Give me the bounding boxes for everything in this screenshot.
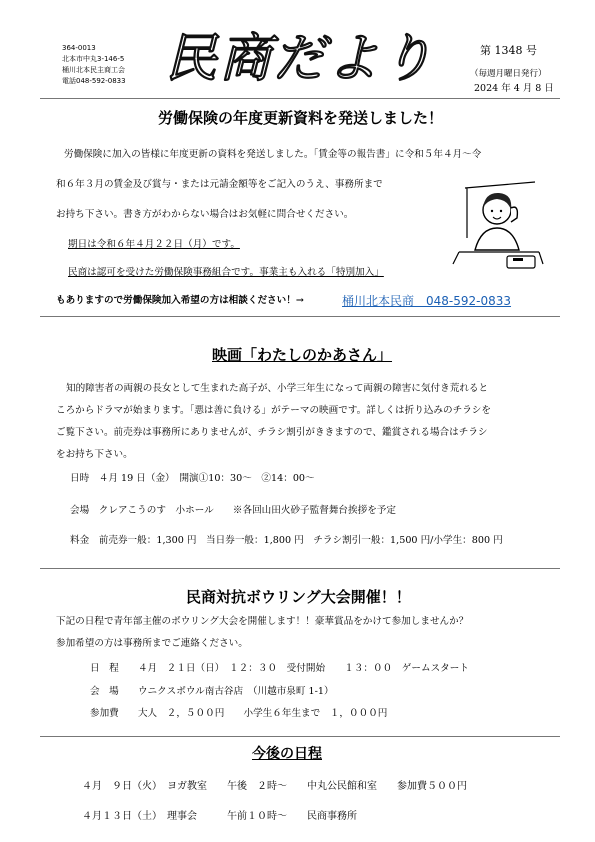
address-line: 桶川北本民主商工会 bbox=[62, 66, 125, 74]
divider bbox=[40, 568, 560, 569]
bowling-venue: 会 場 ウニクスボウル南古谷店 （川越市泉町 1-1） bbox=[90, 686, 334, 697]
paragraph: お持ち下さい。書き方がわからない場合はお気軽に問合せください。 bbox=[56, 209, 354, 220]
section-title-movie: 映画「わたしのかあさん」 bbox=[212, 346, 393, 364]
masthead-title bbox=[150, 24, 450, 88]
bowling-date: 日 程 ４月 ２１日（日） １２：３０ 受付開始 １３：００ ゲームスタート bbox=[90, 663, 469, 674]
address-line: 364-0013 bbox=[62, 44, 96, 52]
paragraph: 参加希望の方は事務所までご連絡ください。 bbox=[56, 638, 248, 649]
movie-venue: 会場 クレアこうのす 小ホール ※各回山田火砂子監督舞台挨拶を予定 bbox=[70, 505, 396, 516]
paragraph: 知的障害者の両親の長女として生まれた高子が、小学三年生になって両親の障害に気付き荒れると bbox=[66, 383, 489, 394]
divider bbox=[40, 316, 560, 317]
issue-date: 2024 年 4 月 8 日 bbox=[474, 83, 554, 94]
schedule-row: ４月 ９日（火） ヨガ教室 午後 ２時～ 中丸公民館和室 参加費５００円 bbox=[82, 781, 467, 792]
phone-operator-illustration bbox=[445, 178, 545, 278]
section-title-bowling: 民商対抗ボウリング大会開催！！ bbox=[186, 588, 411, 606]
schedule-row: ４月１３日（土） 理事会 午前１０時～ 民商事務所 bbox=[82, 811, 357, 822]
paragraph: 下記の日程で青年部主催のボウリング大会を開催します！！豪華賞品をかけて参加しませんか？ bbox=[56, 616, 469, 627]
divider bbox=[40, 736, 560, 737]
deadline-note: 期日は令和６年４月２２日（月）です。 bbox=[68, 239, 240, 250]
paragraph: をお持ち下さい。 bbox=[56, 449, 133, 460]
divider bbox=[40, 98, 560, 99]
section-title-labor-insurance: 労働保険の年度更新資料を発送しました！ bbox=[158, 109, 444, 127]
bowling-fee: 参加費 大人 ２，５００円 小学生６年生まで １，０００円 bbox=[90, 708, 388, 719]
union-note-cont: もありますので労働保険加入希望の方は相談ください！→ bbox=[56, 295, 304, 306]
paragraph: ころからドラマが始まります。「悪は善に負ける」がテーマの映画です。詳しくは折り込みのチラシを bbox=[56, 405, 491, 416]
paragraph: 労働保険に加入の皆様に年度更新の資料を発送しました。「賃金等の報告書」に令和５年４月～令 bbox=[64, 149, 482, 160]
section-title-schedule: 今後の日程 bbox=[252, 746, 322, 762]
movie-fee: 料金 前売券一般：1,300 円 当日券一般：1,800 円 チラシ割引一般：1,500 円/小学生：800 円 bbox=[70, 535, 503, 546]
publish-frequency: （毎週月曜日発行） bbox=[470, 69, 547, 79]
address-line: 北本市中丸3-146-5 bbox=[62, 55, 125, 63]
masthead-text: 民商だより bbox=[164, 29, 436, 88]
movie-datetime: 日時 ４月 19 日（金） 開演①10：30～ ②14：00～ bbox=[70, 473, 315, 484]
paragraph: ご覧下さい。前売券は事務所にありませんが、チラシ割引がききますので、鑑賞される場合はチラシ bbox=[56, 427, 488, 438]
issue-number: 第 1348 号 bbox=[480, 44, 537, 57]
paragraph: 和６年３月の賃金及び賞与・または元請金額等をご記入のうえ、事務所まで bbox=[56, 179, 383, 190]
union-note: 民商は認可を受けた労働保険事務組合です。事業主も入れる「特別加入」 bbox=[68, 267, 384, 278]
sender-address bbox=[62, 43, 126, 87]
address-line: 電話048-592-0833 bbox=[62, 77, 126, 85]
contact-link[interactable]: 桶川北本民商 048-592-0833 bbox=[342, 294, 512, 308]
